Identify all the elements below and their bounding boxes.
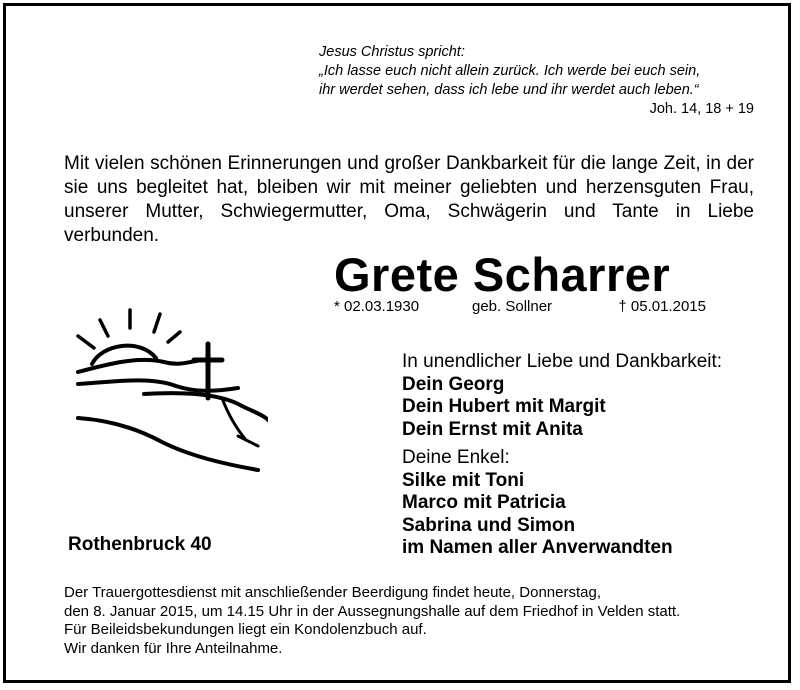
grandchild: Sabrina und Simon: [402, 514, 576, 536]
relatives-line: im Namen aller Anverwandten: [402, 537, 673, 558]
sun-rays: [78, 310, 180, 348]
mourners-heading: In unendlicher Liebe und Dankbarkeit:: [402, 351, 723, 372]
funeral-info: [64, 584, 680, 658]
quote-line: ihr werdet sehen, dass ich lebe und ihr werdet auch leben.“: [319, 82, 699, 98]
footer-line: Für Beileidsbekundungen liegt ein Kondolenzbuch auf.: [64, 621, 427, 638]
family-address: Rothenbruck 40: [68, 534, 212, 555]
birth-date: * 02.03.1930: [334, 298, 420, 315]
intro-text: Mit vielen schönen Erinnerungen und großer Dankbarkeit für die lange Zeit, in der sie uns begleitet hat, bleiben wir mit meiner geliebten und herzensguten Frau, unserer Mutter, Schwiegermutter, Oma, Schwägerin und Tante in Liebe verbunden.: [64, 153, 754, 246]
obituary-notice: [3, 3, 791, 683]
grandchild: Silke mit Toni: [402, 469, 525, 491]
cross-landscape-illustration: [68, 306, 268, 476]
footer-line: den 8. Januar 2015, um 14.15 Uhr in der Aussegnungshalle auf dem Friedhof in Velden statt.: [64, 602, 681, 620]
grandchild: Marco mit Patricia: [402, 492, 566, 513]
deceased-name: Grete Scharrer: [334, 248, 671, 301]
mourner: Dein Georg: [402, 373, 505, 395]
death-date: † 05.01.2015: [618, 298, 706, 315]
mourners-list: [402, 351, 722, 560]
grandchildren-heading: Deine Enkel:: [402, 447, 510, 468]
quote-speaker: Jesus Christus spricht:: [319, 44, 465, 60]
bible-quote: [319, 43, 754, 119]
quote-line: „Ich lasse euch nicht allein zurück. Ich werde bei euch sein,: [319, 63, 701, 79]
quote-reference: Joh. 14, 18 + 19: [649, 101, 754, 117]
mourner: Dein Hubert mit Margit: [402, 396, 606, 417]
footer-line: Der Trauergottesdienst mit anschließender Beerdigung findet heute, Donnerstag,: [64, 584, 601, 601]
footer-line: Wir danken für Ihre Anteilnahme.: [64, 639, 283, 657]
maiden-name: geb. Sollner: [472, 298, 553, 315]
mourner: Dein Ernst mit Anita: [402, 418, 583, 440]
